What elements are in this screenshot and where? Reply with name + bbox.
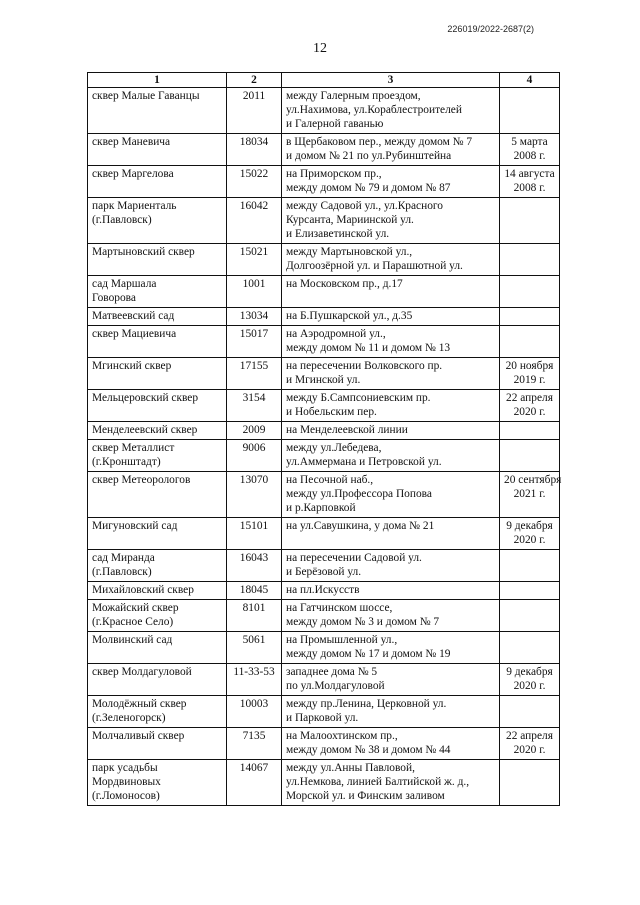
cell-name — [88, 600, 227, 632]
page-number: 12 — [313, 41, 327, 56]
cell-date — [500, 390, 560, 422]
cell-name-line: сквер Маргелова — [92, 168, 174, 180]
cell-date — [500, 472, 560, 518]
cell-location — [282, 728, 500, 760]
cell-date-line: 20 сентября — [504, 474, 562, 486]
cell-date — [500, 696, 560, 728]
cell-location-line: ул.Аммермана и Петровской ул. — [286, 456, 442, 468]
table-row — [88, 244, 560, 276]
cell-location — [282, 440, 500, 472]
table-row — [88, 550, 560, 582]
cell-code: 16043 — [227, 550, 282, 582]
cell-location — [282, 550, 500, 582]
cell-location-line: и р.Карповкой — [286, 502, 356, 514]
cell-date-line: 2021 г. — [513, 488, 546, 500]
cell-name — [88, 664, 227, 696]
column-header: 4 — [500, 73, 560, 88]
cell-name — [88, 166, 227, 198]
cell-name — [88, 244, 227, 276]
cell-location-line: и Елизаветинской ул. — [286, 228, 390, 240]
cell-code: 9006 — [227, 440, 282, 472]
cell-location-line: по ул.Молдагуловой — [286, 680, 385, 692]
cell-date — [500, 326, 560, 358]
cell-location-line: между домом № 3 и домом № 7 — [286, 616, 440, 628]
cell-date-line: 2020 г. — [513, 406, 546, 418]
cell-location — [282, 632, 500, 664]
cell-location-line: Курсанта, Мариинской ул. — [286, 214, 414, 226]
cell-location-line: на пл.Искусств — [286, 584, 360, 596]
cell-name-line: сквер Метеорологов — [92, 474, 191, 486]
cell-location — [282, 696, 500, 728]
cell-name — [88, 550, 227, 582]
cell-name — [88, 518, 227, 550]
cell-name-line: Матвеевский сад — [92, 310, 175, 322]
cell-location-line: между ул.Анны Павловой, — [286, 762, 415, 774]
cell-date-line: 2008 г. — [513, 182, 546, 194]
cell-code: 13070 — [227, 472, 282, 518]
table-row — [88, 276, 560, 308]
cell-date-line: 5 марта — [511, 136, 548, 148]
cell-name — [88, 760, 227, 806]
table-header-row — [88, 73, 560, 88]
cell-code: 2011 — [227, 88, 282, 134]
cell-location-line: между Мартыновской ул., — [286, 246, 413, 258]
cell-location — [282, 472, 500, 518]
cell-name — [88, 632, 227, 664]
column-header: 1 — [88, 73, 227, 88]
cell-name-line: Молвинский сад — [92, 634, 173, 646]
cell-name-line: (г.Павловск) — [92, 214, 152, 226]
cell-date — [500, 134, 560, 166]
cell-name — [88, 422, 227, 440]
cell-date — [500, 550, 560, 582]
cell-code: 15101 — [227, 518, 282, 550]
cell-name-line: Говорова — [92, 292, 136, 304]
cell-location-line: между домом № 17 и домом № 19 — [286, 648, 451, 660]
cell-date — [500, 440, 560, 472]
cell-location-line: между Б.Сампсониевским пр. — [286, 392, 431, 404]
cell-date — [500, 88, 560, 134]
cell-name — [88, 134, 227, 166]
table-row — [88, 518, 560, 550]
cell-name-line: Молчаливый сквер — [92, 730, 185, 742]
cell-date-line: 2008 г. — [513, 150, 546, 162]
cell-name-line: сад Миранда — [92, 552, 155, 564]
table-row — [88, 166, 560, 198]
cell-code: 10003 — [227, 696, 282, 728]
cell-date-line: 2020 г. — [513, 680, 546, 692]
cell-code: 13034 — [227, 308, 282, 326]
cell-date-line: 14 августа — [504, 168, 555, 180]
column-header: 3 — [282, 73, 500, 88]
cell-code: 18045 — [227, 582, 282, 600]
cell-location-line: на Аэродромной ул., — [286, 328, 386, 340]
cell-date — [500, 198, 560, 244]
cell-name-line: парк Мариенталь — [92, 200, 177, 212]
cell-location — [282, 244, 500, 276]
cell-location-line: на Гатчинском шоссе, — [286, 602, 393, 614]
cell-date-line: 2020 г. — [513, 534, 546, 546]
cell-code: 8101 — [227, 600, 282, 632]
table-row — [88, 664, 560, 696]
cell-location-line: и Берёзовой ул. — [286, 566, 362, 578]
cell-location-line: на Песочной наб., — [286, 474, 374, 486]
cell-code: 16042 — [227, 198, 282, 244]
table-row — [88, 440, 560, 472]
table-row — [88, 390, 560, 422]
cell-location-line: на пересечении Садовой ул. — [286, 552, 422, 564]
cell-date — [500, 244, 560, 276]
cell-location-line: между ул.Лебедева, — [286, 442, 382, 454]
cell-location — [282, 88, 500, 134]
cell-location-line: и Мгинской ул. — [286, 374, 361, 386]
cell-location-line: на ул.Савушкина, у дома № 21 — [286, 520, 435, 532]
cell-code: 7135 — [227, 728, 282, 760]
cell-name — [88, 276, 227, 308]
cell-code: 5061 — [227, 632, 282, 664]
cell-location-line: на Промышленной ул., — [286, 634, 398, 646]
cell-location — [282, 276, 500, 308]
cell-location-line: на Приморском пр., — [286, 168, 382, 180]
cell-name — [88, 390, 227, 422]
cell-date-line: 2019 г. — [513, 374, 546, 386]
cell-name-line: Мигуновский сад — [92, 520, 178, 532]
cell-location — [282, 600, 500, 632]
table-row — [88, 422, 560, 440]
cell-name-line: Мгинский сквер — [92, 360, 172, 372]
cell-date-line: 9 декабря — [506, 520, 553, 532]
cell-name-line: сквер Мациевича — [92, 328, 177, 340]
cell-location — [282, 422, 500, 440]
cell-location-line: западнее дома № 5 — [286, 666, 378, 678]
cell-name-line: Михайловский сквер — [92, 584, 194, 596]
cell-name-line: Менделеевский сквер — [92, 424, 198, 436]
cell-date — [500, 728, 560, 760]
cell-name-line: Мельцеровский сквер — [92, 392, 199, 404]
cell-date-line: 20 ноября — [505, 360, 554, 372]
cell-location-line: на Менделеевской линии — [286, 424, 408, 436]
cell-location — [282, 664, 500, 696]
cell-name — [88, 308, 227, 326]
table-row — [88, 582, 560, 600]
cell-name-line: Мартыновский сквер — [92, 246, 195, 258]
cell-name — [88, 88, 227, 134]
cell-location-line: и Нобельским пер. — [286, 406, 377, 418]
cell-code: 2009 — [227, 422, 282, 440]
cell-location — [282, 518, 500, 550]
cell-location-line: и Парковой ул. — [286, 712, 359, 724]
cell-code: 18034 — [227, 134, 282, 166]
cell-name — [88, 198, 227, 244]
table-row — [88, 308, 560, 326]
table-row — [88, 760, 560, 806]
cell-location — [282, 308, 500, 326]
cell-name-line: сквер Молдагуловой — [92, 666, 192, 678]
cell-name-line: (г.Зеленогорск) — [92, 712, 166, 724]
cell-name-line: Молодёжный сквер — [92, 698, 187, 710]
cell-location-line: в Щербаковом пер., между домом № 7 — [286, 136, 473, 148]
table-row — [88, 696, 560, 728]
document-number: 226019/2022-2687(2) — [447, 24, 534, 34]
table-row — [88, 600, 560, 632]
cell-location-line: на Малоохтинском пр., — [286, 730, 398, 742]
cell-code: 1001 — [227, 276, 282, 308]
cell-location-line: и Галерной гаванью — [286, 118, 384, 130]
cell-name-line: сад Маршала — [92, 278, 157, 290]
table-row — [88, 134, 560, 166]
cell-location — [282, 134, 500, 166]
cell-location-line: между домом № 11 и домом № 13 — [286, 342, 451, 354]
cell-location-line: между пр.Ленина, Церковной ул. — [286, 698, 447, 710]
cell-code: 3154 — [227, 390, 282, 422]
cell-date-line: 22 апреля — [506, 392, 553, 404]
cell-date — [500, 664, 560, 696]
cell-date — [500, 760, 560, 806]
cell-location-line: на Б.Пушкарской ул., д.35 — [286, 310, 413, 322]
cell-code: 14067 — [227, 760, 282, 806]
cell-location-line: и домом № 21 по ул.Рубинштейна — [286, 150, 452, 162]
cell-name-line: (г.Кронштадт) — [92, 456, 161, 468]
table-row — [88, 358, 560, 390]
cell-location-line: Морской ул. и Финским заливом — [286, 790, 445, 802]
cell-location-line: между Галерным проездом, — [286, 90, 421, 102]
cell-location-line: ул.Немкова, линией Балтийской ж. д., — [286, 776, 470, 788]
table-row — [88, 632, 560, 664]
cell-name-line: (г.Ломоносов) — [92, 790, 160, 802]
cell-date — [500, 582, 560, 600]
table-row — [88, 326, 560, 358]
cell-name — [88, 582, 227, 600]
cell-date — [500, 422, 560, 440]
cell-code: 11-33-53 — [227, 664, 282, 696]
cell-date-line: 22 апреля — [506, 730, 553, 742]
cell-location — [282, 326, 500, 358]
cell-location-line: между домом № 79 и домом № 87 — [286, 182, 451, 194]
cell-location-line: ул.Нахимова, ул.Кораблестроителей — [286, 104, 462, 116]
cell-name — [88, 472, 227, 518]
table-row — [88, 198, 560, 244]
cell-name — [88, 326, 227, 358]
cell-location — [282, 198, 500, 244]
cell-code: 15022 — [227, 166, 282, 198]
cell-location-line: на пересечении Волковского пр. — [286, 360, 443, 372]
cell-name-line: сквер Маневича — [92, 136, 171, 148]
cell-date — [500, 632, 560, 664]
cell-date — [500, 308, 560, 326]
cell-name-line: сквер Малые Гаванцы — [92, 90, 200, 102]
cell-name — [88, 358, 227, 390]
cell-location — [282, 166, 500, 198]
cell-location — [282, 582, 500, 600]
cell-code: 17155 — [227, 358, 282, 390]
cell-location-line: на Московском пр., д.17 — [286, 278, 403, 290]
column-header: 2 — [227, 73, 282, 88]
cell-date — [500, 518, 560, 550]
table-row — [88, 88, 560, 134]
registry-table — [87, 72, 560, 806]
cell-date-line: 2020 г. — [513, 744, 546, 756]
cell-name — [88, 696, 227, 728]
cell-code: 15021 — [227, 244, 282, 276]
cell-location-line: между Садовой ул., ул.Красного — [286, 200, 443, 212]
cell-name-line: парк усадьбы — [92, 762, 158, 774]
cell-date — [500, 166, 560, 198]
cell-name-line: Можайский сквер — [92, 602, 179, 614]
cell-location — [282, 358, 500, 390]
cell-name-line: (г.Красное Село) — [92, 616, 174, 628]
cell-date — [500, 276, 560, 308]
cell-date — [500, 600, 560, 632]
table-row — [88, 728, 560, 760]
cell-name — [88, 728, 227, 760]
cell-code: 15017 — [227, 326, 282, 358]
cell-date — [500, 358, 560, 390]
cell-name-line: (г.Павловск) — [92, 566, 152, 578]
cell-location — [282, 390, 500, 422]
cell-location-line: Долгоозёрной ул. и Парашютной ул. — [286, 260, 463, 272]
cell-location — [282, 760, 500, 806]
cell-location-line: между домом № 38 и домом № 44 — [286, 744, 451, 756]
cell-date-line: 9 декабря — [506, 666, 553, 678]
table-row — [88, 472, 560, 518]
cell-name-line: Мордвиновых — [92, 776, 161, 788]
table-body — [88, 88, 560, 806]
cell-name — [88, 440, 227, 472]
cell-name-line: сквер Металлист — [92, 442, 175, 454]
cell-location-line: между ул.Профессора Попова — [286, 488, 432, 500]
